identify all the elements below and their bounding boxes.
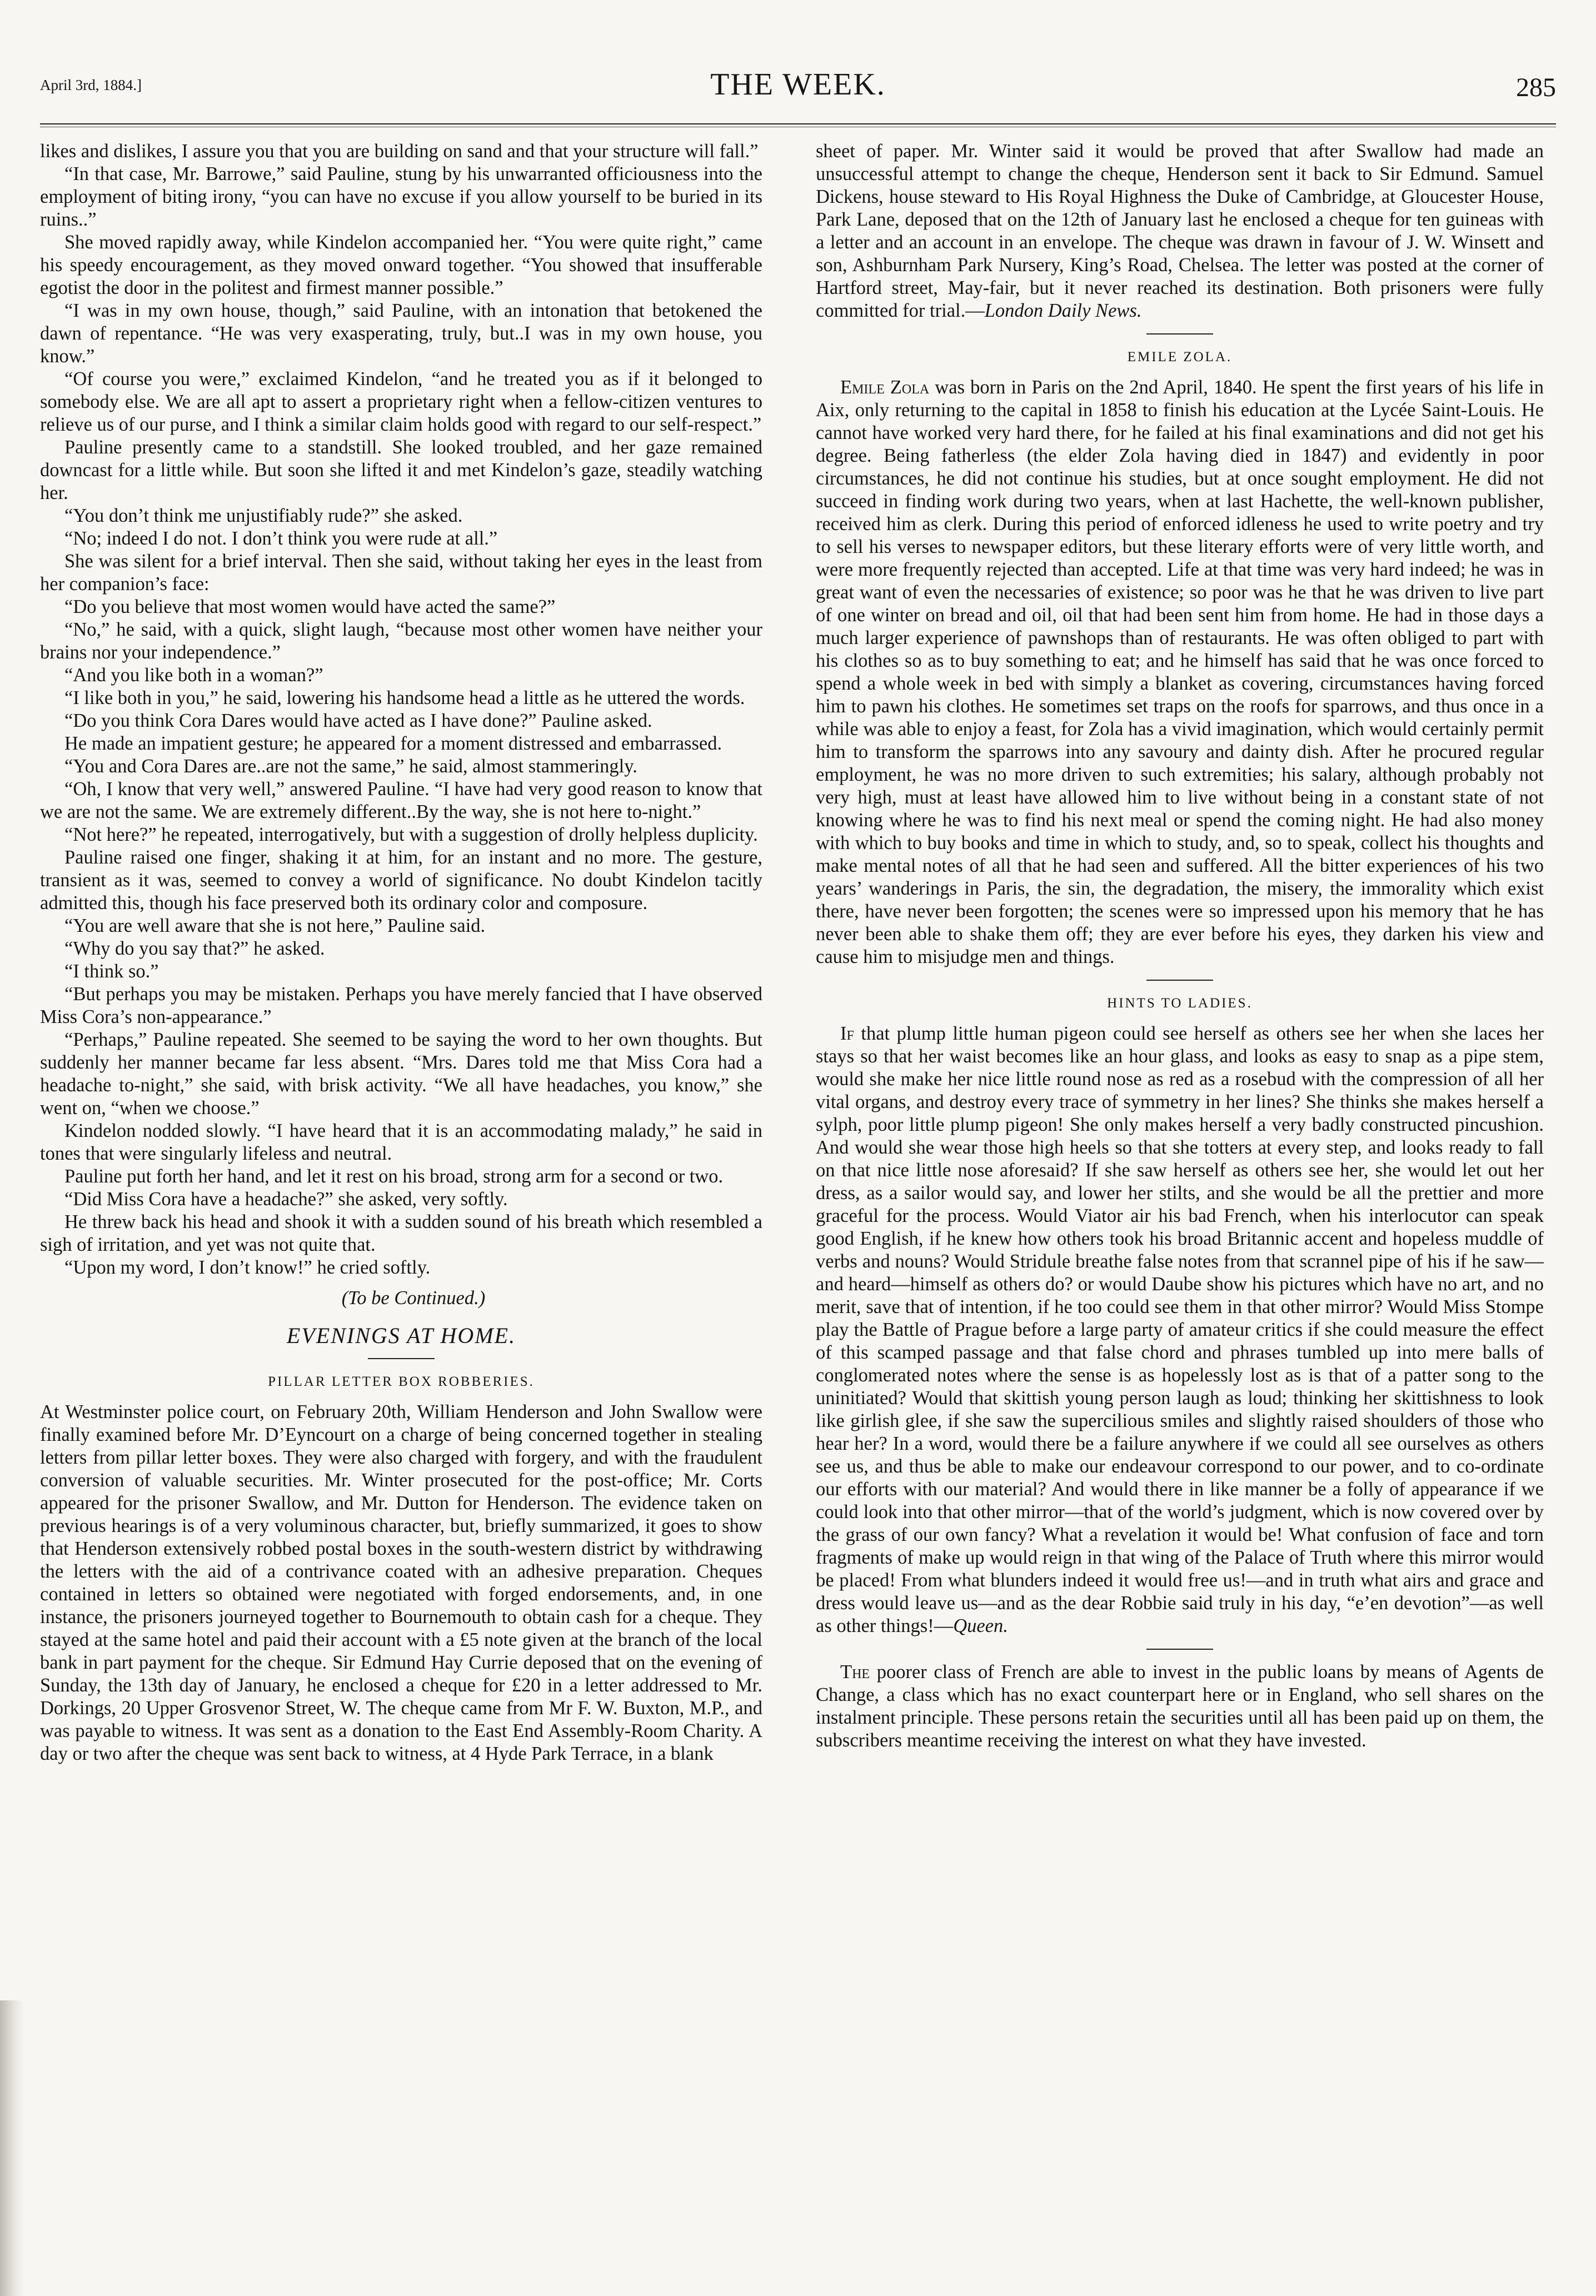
story-paragraph: “Do you believe that most women would have acted the same?” — [64, 596, 556, 617]
article-body-zola — [816, 376, 1544, 969]
story-paragraph: “No; indeed I do not. I don’t think you were rude at all.” — [64, 528, 498, 549]
serial-story — [40, 140, 762, 1279]
story-paragraph: “You don’t think me unjustifiably rude?” she asked. — [64, 505, 463, 526]
story-paragraph: “And you like both in a woman?” — [64, 665, 323, 686]
section-rule — [368, 1358, 435, 1359]
story-paragraph: “Do you think Cora Dares would have acted as I have done?” Pauline asked. — [64, 710, 652, 731]
hints-lead: If — [840, 1023, 854, 1044]
article-source: Queen. — [953, 1615, 1008, 1636]
story-paragraph: Pauline raised one finger, shaking it at him, for an instant and no more. The gesture, transient as it was, seemed to convey a world of significance. No doubt Kindelon tacitly admitted this, though his face preserved both its ordinary color and composure. — [40, 847, 762, 914]
story-paragraph: He made an impatient gesture; he appeared for a moment distressed and embarrassed. — [64, 733, 722, 754]
story-paragraph: “Upon my word, I don’t know!” he cried softly. — [64, 1257, 431, 1278]
french-loans-lead: The — [840, 1661, 870, 1683]
article-body-pillar-box-continued: sheet of paper. Mr. Winter said it would be proved that after Swallow had made an unsuccessful attempt to change the cheque, Henderson sent it back to Sir Edmund. Samuel Dickens, house steward to His Royal Highness the Duke of Cambridge, at Gloucester House, Park Lane, deposed that on the 12th of January last he enclosed a cheque for ten guineas with a letter and an account in an envelope. The cheque was drawn in favour of J. W. Winsett and son, Ashburnham Park Nursery, King’s Road, Chelsea. The letter was posted at the corner of Hartford street, May-fair, but it never reached its destination. Both prisoners were fully committed for trial.—London Daily News. — [816, 141, 1544, 321]
story-paragraph: “Not here?” he repeated, interrogatively, but with a suggestion of drolly helpless duplicity. — [64, 824, 758, 845]
issue-date: April 3rd, 1884.] — [40, 77, 142, 93]
story-paragraph: “You and Cora Dares are..are not the same,” he said, almost stammeringly. — [64, 756, 637, 777]
to-be-continued: (To be Continued.) — [341, 1287, 486, 1309]
story-paragraph: “I like both in you,” he said, lowering his handsome head a little as he uttered the words. — [64, 687, 745, 708]
story-paragraph: likes and dislikes, I assure you that you are building on sand and that your structure will fall.” — [40, 141, 759, 162]
story-paragraph: “No,” he said, with a quick, slight laugh, “because most other women have neither your brains nor your independence.” — [40, 619, 762, 663]
story-paragraph: “I was in my own house, though,” said Pauline, with an intonation that betokened the dawn of repentance. “He was very exasperating, truly, but..I was in my own house, you know.” — [40, 300, 762, 367]
story-paragraph: “In that case, Mr. Barrowe,” said Pauline, stung by his unwarranted officiousness into the employment of biting irony, “you can have no excuse if you allow yourself to be buried in its ruins..” — [40, 163, 762, 230]
zola-lead: Emile Zola — [840, 377, 930, 398]
story-paragraph: Pauline presently came to a standstill. She looked troubled, and her gaze remained downcast for a little while. But soon she lifted it and met Kindelon’s gaze, steadily watching her. — [40, 437, 762, 503]
left-column — [40, 140, 762, 1765]
story-paragraph: “But perhaps you may be mistaken. Perhaps you have merely fancied that I have observed Miss Cora’s non-appearance.” — [40, 984, 762, 1027]
story-paragraph: “You are well aware that she is not here,” Pauline said. — [64, 915, 486, 936]
article-source: London Daily News. — [984, 300, 1142, 321]
page-number: 285 — [1516, 73, 1556, 102]
story-paragraph: Kindelon nodded slowly. “I have heard that it is an accommodating malady,” he said in tones that were singularly lifeless and neutral. — [40, 1120, 762, 1164]
article-rule — [1146, 1649, 1213, 1650]
hints-text: that plump little human pigeon could see herself as others see her when she laces her stays so that her waist becomes like an hour glass, and looks as easy to snap as a pipe stem, would she make her nice little round nose as red as a rosebud with the compression of all her vital organs, and destroy every trace of symmetry in her lines? She thinks she makes herself a sylph, poor little plump pigeon! She only makes herself a very badly constructed pincushion. And would she wear those high heels so that she totters at every step, and looks ready to fall on that nice little nose aforesaid? If she saw herself as others see her, she would let out her dress, as a sailor would say, and lower her stilts, and she would be all the prettier and more graceful for the process. Would Viator air his bad French, when his interlocutor can speak good English, if he knew how others took his broad Britannic accent and hopeless muddle of verbs and nouns? Would Stridule breathe false notes from that scrannel pipe of his if he saw—and heard—himself as others do? or would Daube show his pictures which have no art, and no merit, save that of intention, if he too could see them in that other mirror? Would Miss Stompe play the Battle of Prague before a large party of amateur critics if she could measure the effect of this scamped passage and that false chord and phrases tumbled up into mere balls of conglomerated notes where the sense is as hopelessly lost as is that of a patter song to the uninitiated? Would that skittish young person laugh as loud; thinking her skittishness to look like girlish glee, if she saw the supercilious smiles and slightly raised shoulders of those who hear her? In a word, would there be a failure anywhere if we could all see ourselves as others see us, and thus be able to make our endeavour correspond to our power, and to co-ordinate our efforts with our material? And would there in like manner be a folly of appearance if we could look into that other mirror—that of the world’s judgment, which is now covered over by the grass of our own fancy? What a revelation it would be! What confusion of face and torn fragments of make up would reign in that wing of the Palace of Truth where this mirror would be placed! From what blunders indeed it would free us!—and in truth what airs and grace and dress would leave us—and as the dear Robbie said truly in his day, “e’en devotion”—as well as other things! — [816, 1023, 1544, 1636]
story-paragraph: “Oh, I know that very well,” answered Pauline. “I have had very good reason to know that we are not the same. We are extremely different..By the way, she is not here to-night.” — [40, 778, 762, 822]
pillar-box-continued-text: sheet of paper. Mr. Winter said it would be proved that after Swallow had made an unsuccessful attempt to change the cheque, Henderson sent it back to Sir Edmund. Samuel Dickens, house steward to His Royal Highness the Duke of Cambridge, at Gloucester House, Park Lane, deposed that on the 12th of January last he enclosed a cheque for ten guineas with a letter and an account in an envelope. The cheque was drawn in favour of J. W. Winsett and son, Ashburnham Park Nursery, King’s Road, Chelsea. The letter was posted at the corner of Hartford street, May-fair, but it never reached its destination. Both prisoners were fully committed for trial. — [816, 141, 1544, 321]
right-column — [816, 140, 1544, 1752]
story-paragraph: “Why do you say that?” he asked. — [64, 938, 325, 959]
french-loans-text: poorer class of French are able to invest in the public loans by means of Agents de Change, a class which has no exact counterpart here or in England, who sell shares on the instalment principle. These persons retain the securities until all has been paid up on them, the subscribers meantime receiving the interest on what they have invested. — [816, 1661, 1544, 1751]
section-title: EVENINGS AT HOME. — [286, 1323, 516, 1348]
article-body-hints: If that plump little human pigeon could see herself as others see her when she laces her stays so that her waist becomes like an hour glass, and looks as easy to snap as a pipe stem, would she make her nice little round nose as red as a rosebud with the compression of all her vital organs, and destroy every trace of symmetry in her lines? She thinks she makes herself a sylph, poor little plump pigeon! She only makes herself a very badly constructed pincushion. And would she wear those high heels so that she totters at every step, and looks ready to fall on that nice little nose aforesaid? If she saw herself as others see her, she would let out her dress, as a sailor would say, and lower her stilts, and she would be all the prettier and more graceful for the process. Would Viator air his bad French, when his interlocutor can speak good English, if he knew how others took his broad Britannic accent and hopeless muddle of verbs and nouns? Would Stridule breathe false notes from that scrannel pipe of his if he saw—and heard—himself as others do? or would Daube show his pictures which have no art, and no merit, save that of intention, if he too could see them in that other mirror? Would Miss Stompe play the Battle of Prague before a large party of amateur critics if she could measure the effect of this scamped passage and that false chord and phrases tumbled up into mere balls of conglomerated notes where the sense is as hopelessly lost as is that of a patter song to the uninitiated? Would that skittish young person laugh as loud; thinking her skittishness to look like girlish glee, if she saw the supercilious smiles and slightly raised shoulders of those who hear her? In a word, would there be a failure anywhere if we could all see ourselves as others see us, and thus be able to make our endeavour correspond to our power, and to co-ordinate our efforts with our material? And would there in like manner be a folly of appearance if we could look into that other mirror—that of the world’s judgment, which is now covered over by the grass of our own fancy? What a revelation it would be! What confusion of face and torn fragments of make up would reign in that wing of the Palace of Truth where this mirror would be placed! From what blunders indeed it would free us!—and in truth what airs and grace and dress would leave us—and as the dear Robbie said truly in his day, “e’en devotion”—as well as other things!—Queen. — [816, 1023, 1544, 1636]
binding-shadow — [0, 2000, 24, 2296]
article-heading-hints: HINTS TO LADIES. — [1107, 996, 1253, 1011]
article-body-french-loans — [816, 1661, 1544, 1752]
article-rule — [1146, 980, 1213, 981]
story-paragraph: “Of course you were,” exclaimed Kindelon, “and he treated you as if it belonged to somebody else. We are all apt to assert a proprietary right when a fellow-citizen ventures to relieve us of our purse, and I think a similar claim holds good with regard to our self-respect.” — [40, 368, 762, 435]
story-paragraph: She was silent for a brief interval. Then she said, without taking her eyes in the least from her companion’s face: — [40, 551, 762, 595]
header-rule — [40, 123, 1556, 124]
article-heading-zola: EMILE ZOLA. — [1127, 350, 1233, 365]
article-rule — [1146, 333, 1213, 335]
story-paragraph: “Perhaps,” Pauline repeated. She seemed to be saying the word to her own thoughts. But suddenly her manner became far less absent. “Mrs. Dares told me that Miss Cora had a headache to-night,” she said, with brisk activity. “We all have headaches, you know,” she went on, “when we choose.” — [40, 1029, 762, 1119]
story-paragraph: He threw back his head and shook it with a sudden sound of his breath which resembled a sigh of irritation, and yet was not quite that. — [40, 1211, 762, 1255]
story-paragraph: Pauline put forth her hand, and let it rest on his broad, strong arm for a second or two. — [64, 1166, 724, 1187]
zola-text: was born in Paris on the 2nd April, 1840. He spent the first years of his life in Aix, only returning to the capital in 1858 to finish his education at the Lycée Saint-Louis. He cannot have worked very hard there, for he failed at his final examinations and did not get his degree. Being fatherless (the elder Zola having died in 1847) and evidently in poor circumstances, he did not continue his studies, but at once sought employment. He did not succeed in finding work during two years, when at last Hachette, the well-known publisher, received him as clerk. During this period of enforced idleness he used to write poetry and try to sell his verses to newspaper editors, but these literary efforts were of very little worth, and were more frequently rejected than accepted. Life at that time was very hard indeed; he was in great want of even the necessaries of existence; so poor was he that he was driven to live part of one winter on bread and oil, oil that had been sent him from home. He had in those days a much larger experience of pawnshops than of restaurants. He was often obliged to part with his clothes so as to buy something to eat; and he himself has said that he was once forced to spend a whole week in bed with simply a blanket as covering, circumstances having forced him to pawn his clothes. He sometimes set traps on the roofs for sparrows, and thus once in a while was able to enjoy a feast, for Zola has a vivid imagination, which would certainly permit him to transform the sparrows into any savoury and dainty dish. After he procured regular employment, he was no more driven to such extremities; his salary, although probably not very high, must at least have allowed him to live without being in a constant state of not knowing where he was to find his next meal or spend the coming night. He had also money with which to buy books and time in which to study, and, so to speak, collect his thoughts and make mental notes of all that he had seen and suffered. All the bitter experiences of his two years’ wanderings in Paris, the sin, the degradation, the misery, the immorality which exist there, have never been forgotten; the scenes were so impressed upon his memory that he has never been able to shake them off; they are ever before his eyes, they darken his view and cause him to misjudge men and things. — [816, 377, 1544, 967]
page-header — [40, 67, 1556, 111]
article-heading-pillar-box: PILLAR LETTER BOX ROBBERIES. — [268, 1374, 535, 1389]
publication-title: THE WEEK. — [710, 67, 886, 102]
story-paragraph: “I think so.” — [64, 961, 159, 982]
story-paragraph: She moved rapidly away, while Kindelon accompanied her. “You were quite right,” came his speedy encouragement, as they moved onward together. “You showed that insufferable egotist the door in the politest and firmest manner possible.” — [40, 232, 762, 298]
story-paragraph: “Did Miss Cora have a headache?” she asked, very softly. — [64, 1189, 508, 1210]
article-body-pillar-box: At Westminster police court, on February 20th, William Henderson and John Swallow were finally examined before Mr. D’Eyncourt on a charge of being concerned together in stealing letters from pillar letter boxes. They were also charged with forgery, and with the fraudulent conversion of valuable securities. Mr. Winter prosecuted for the post-office; Mr. Corts appeared for the prisoner Swallow, and Mr. Dutton for Henderson. The evidence taken on previous hearings is of a very voluminous character, but, briefly summarized, it goes to show that Henderson extensively robbed postal boxes in the south-western district by withdrawing the letters with the aid of a contrivance coated with an adhesive preparation. Cheques contained in letters so obtained were negotiated with forged endorsements, and, in one instance, the prisoners journeyed together to Bournemouth to obtain cash for a cheque. They stayed at the same hotel and paid their account with a £5 note given at the branch of the local bank in part payment for the cheque. Sir Edmund Hay Currie deposed that on the evening of Sunday, the 13th day of January, he enclosed a cheque for £20 in a letter addressed to Mr. Dorkings, 20 Upper Grosvenor Street, W. The cheque came from Mr F. W. Buxton, M.P., and was payable to witness. It was sent as a donation to the East End Assembly-Room Charity. A day or two after the cheque was sent back to witness, at 4 Hyde Park Terrace, in a blank — [40, 1401, 762, 1764]
